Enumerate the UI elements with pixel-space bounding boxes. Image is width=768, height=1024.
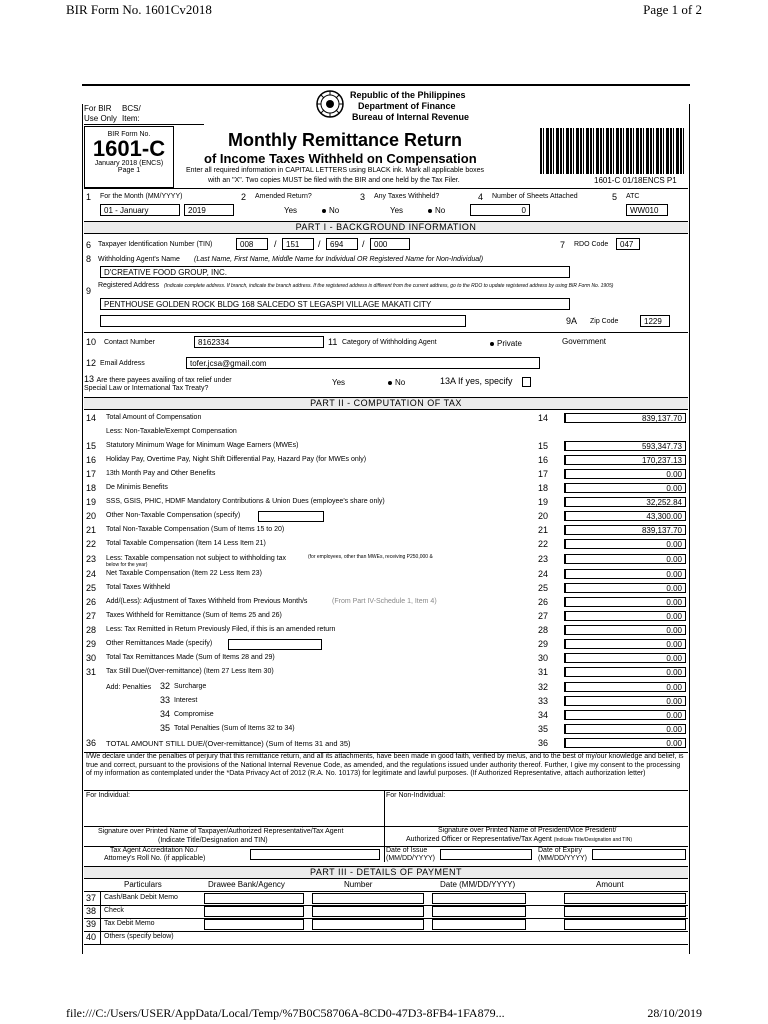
- category-private-label: Private: [497, 339, 522, 348]
- item-number-right: 33: [538, 696, 549, 706]
- item-7-label: RDO Code: [574, 241, 609, 248]
- item-number: 23: [86, 554, 97, 564]
- item-1-number: 1: [86, 192, 92, 202]
- row-divider: [84, 931, 688, 932]
- item-number-right: 35: [538, 724, 549, 734]
- item-3-label: Any Taxes Withheld?: [374, 193, 440, 200]
- print-header-page: Page 1 of 2: [643, 2, 702, 17]
- amount-field[interactable]: 0.00: [564, 738, 686, 748]
- payment-cell[interactable]: [564, 893, 686, 904]
- sig-individual-line-2: (Indicate Title/Designation and TIN): [158, 837, 268, 844]
- taxes-withheld-yes[interactable]: [390, 206, 403, 215]
- item-11-label: Category of Withholding Agent: [342, 339, 437, 346]
- payment-row-label: Cash/Bank Debit Memo: [104, 894, 178, 901]
- item-number: 30: [86, 653, 97, 663]
- specify-checkbox[interactable]: [522, 377, 531, 387]
- payment-cell[interactable]: [312, 919, 424, 930]
- item-number-right: 24: [538, 569, 549, 579]
- part-2-header: PART II - COMPUTATION OF TAX: [84, 397, 688, 410]
- item-8-label: Withholding Agent's Name: [98, 256, 180, 263]
- tax-agent-line-2: Attorney's Roll No. (if applicable): [104, 855, 206, 862]
- item-number: 19: [86, 497, 97, 507]
- category-government-label: Government: [562, 337, 607, 346]
- agent-name-field[interactable]: D'CREATIVE FOOD GROUP, INC.: [100, 266, 570, 278]
- item-number-right: 27: [538, 611, 549, 621]
- sig-individual-line-1: Signature over Printed Name of Taxpayer/Authorized Representative/Tax Agent: [98, 828, 344, 835]
- item-label: 13th Month Pay and Other Benefits: [106, 470, 216, 477]
- form-title: Monthly Remittance Return: [228, 130, 463, 150]
- email-field[interactable]: tofer.jcsa@gmail.com: [186, 357, 540, 369]
- item-label: Less: Non-Taxable/Exempt Compensation: [106, 428, 237, 435]
- amount-field[interactable]: 43,300.00: [564, 511, 686, 521]
- payment-col-particulars: Particulars: [124, 880, 162, 889]
- bir-seal-icon: [316, 90, 344, 118]
- payment-row-label: Tax Debit Memo: [104, 920, 155, 927]
- item-number: 28: [86, 625, 97, 635]
- taxes-withheld-yes-label: Yes: [390, 206, 404, 215]
- item-label: Taxes Withheld for Remittance (Sum of Items 25 and 26): [106, 612, 282, 619]
- tax-agent-line-1: Tax Agent Accreditation No./: [110, 847, 198, 854]
- item-10-number: 10: [86, 337, 97, 347]
- payment-col-bank: Drawee Bank/Agency: [208, 880, 285, 889]
- amount-field[interactable]: 170,237.13: [564, 455, 686, 465]
- selected-radio-icon: [428, 209, 432, 213]
- sig-non-3-text: (Indicate Title/Designation and TIN): [553, 837, 633, 843]
- payment-cell[interactable]: [204, 919, 304, 930]
- amount-field[interactable]: 0.00: [564, 653, 686, 663]
- item-number-right: 36: [538, 738, 549, 748]
- item-number-right: 18: [538, 483, 549, 493]
- amount-field[interactable]: 32,252.84: [564, 497, 686, 507]
- agency-line-3: Bureau of Internal Revenue: [352, 112, 470, 122]
- print-header-title: BIR Form No. 1601Cv2018: [66, 2, 212, 17]
- item-number: 36: [86, 738, 97, 748]
- barcode-caption: 1601-C 01/18ENCS P1: [594, 176, 677, 185]
- item-4-label: Number of Sheets Attached: [492, 193, 578, 200]
- item-label: Total Non-Taxable Compensation (Sum of Items 15 to 20): [106, 526, 285, 533]
- item-label: Total Tax Remittances Made (Sum of Items 28 and 29): [106, 654, 275, 661]
- item-number-right: 22: [538, 539, 549, 549]
- item-number-right: 32: [538, 682, 549, 692]
- item-number: 26: [86, 597, 97, 607]
- item-number-right: 19: [538, 497, 549, 507]
- item-number: 20: [86, 511, 97, 521]
- item-label: Net Taxable Compensation (Item 22 Less Item 23): [106, 570, 262, 577]
- item-number-right: 30: [538, 653, 549, 663]
- item-number-right: 29: [538, 639, 549, 649]
- for-bir-label: For BIR: [84, 104, 112, 113]
- agency-line-1: Republic of the Philippines: [350, 90, 466, 100]
- amount-field[interactable]: 0.00: [564, 597, 686, 607]
- amount-field[interactable]: 0.00: [564, 682, 686, 692]
- declaration-text: I/We declare under the penalties of perjury that this remittance return, and all its attachments, have been made in good faith, verified by me/us, and to the best of my/our knowledge and belief, is true and correct, pursuant to the provisions of the National Internal Revenue Code, as amended, and the regulations issued under authority thereof. Further, I give my consent to the processing of my information as contemplated under the *Data Privacy Act of 2012 (R.A. No. 10173) for legitimate and lawful purposes. (If Authorized Representative, attach authorization letter): [86, 753, 684, 777]
- tin-part-3[interactable]: 694: [326, 238, 358, 250]
- item-label: Total Penalties (Sum of Items 32 to 34): [174, 725, 295, 732]
- item-number: 17: [86, 469, 97, 479]
- item-number-right: 26: [538, 597, 549, 607]
- item-2-label: Amended Return?: [255, 193, 312, 200]
- tax-agent-field[interactable]: [250, 849, 380, 860]
- item-label: Surcharge: [174, 683, 207, 690]
- item-number: 35: [160, 723, 171, 733]
- item-label: De Minimis Benefits: [106, 484, 168, 491]
- amount-field[interactable]: 0.00: [564, 539, 686, 549]
- payment-cell[interactable]: [312, 906, 424, 917]
- payment-row-number: 37: [86, 893, 97, 903]
- item-label: Total Taxable Compensation (Item 14 Less Item 21): [106, 540, 266, 547]
- amended-no-label: No: [329, 206, 340, 215]
- form-no-box: [84, 126, 174, 188]
- payment-cell[interactable]: [204, 893, 304, 904]
- payment-col-date: Date (MM/DD/YYYY): [440, 880, 516, 889]
- item-number-right: 31: [538, 667, 549, 677]
- item-9-number: 9: [86, 286, 92, 296]
- item-number: 15: [86, 441, 97, 451]
- agency-line-2: Department of Finance: [358, 101, 456, 111]
- item-label: Other Non-Taxable Compensation (specify): [106, 512, 241, 519]
- tax-relief-no[interactable]: [388, 378, 405, 387]
- item-label: Compromise: [174, 711, 214, 718]
- item-label: Other Remittances Made (specify): [106, 640, 213, 647]
- item-8-hint: (Last Name, First Name, Middle Name for Individual OR Registered Name for Non-Individual): [194, 256, 484, 263]
- for-non-individual-label: For Non-Individual:: [386, 792, 446, 799]
- amount-field[interactable]: 0.00: [564, 554, 686, 564]
- amount-field[interactable]: 0.00: [564, 625, 686, 635]
- item-number-right: 20: [538, 511, 549, 521]
- item-number: 16: [86, 455, 97, 465]
- form-subtitle: of Income Taxes Withheld on Compensation: [204, 151, 477, 166]
- tin-part-2[interactable]: 151: [282, 238, 314, 250]
- date-issue-field[interactable]: [440, 849, 532, 860]
- item-number-right: 28: [538, 625, 549, 635]
- item-3-number: 3: [360, 192, 366, 202]
- payment-cell[interactable]: [312, 893, 424, 904]
- item-5-number: 5: [612, 192, 618, 202]
- category-private[interactable]: [490, 339, 522, 348]
- payment-col-amount: Amount: [596, 880, 624, 889]
- amended-yes[interactable]: [284, 206, 297, 215]
- item-number: 27: [86, 611, 97, 621]
- tin-part-4[interactable]: 000: [370, 238, 410, 250]
- item-number: 25: [86, 583, 97, 593]
- form-no-label: BIR Form No.: [107, 131, 151, 138]
- amount-field[interactable]: 839,137.70: [564, 525, 686, 535]
- item-label: Tax Still Due/(Over-remittance) (Item 27 Less Item 30): [106, 668, 274, 675]
- item-2-number: 2: [241, 192, 247, 202]
- item-number: 24: [86, 569, 97, 579]
- amended-yes-label: Yes: [284, 206, 298, 215]
- part-3-header: PART III - DETAILS OF PAYMENT: [84, 866, 688, 879]
- item-number-right: 34: [538, 710, 549, 720]
- row-divider: [84, 944, 688, 945]
- payment-row-number: 38: [86, 906, 97, 916]
- item-number: 21: [86, 525, 97, 535]
- use-only-label: Use Only: [84, 114, 117, 123]
- item-9a-label: Zip Code: [590, 318, 619, 325]
- tin-separator: /: [362, 239, 365, 249]
- item-23-hint-1: (for employees, other than MWEs, receiving P250,000 &: [308, 554, 433, 560]
- selected-radio-icon: [322, 209, 326, 213]
- amount-field[interactable]: 0.00: [564, 483, 686, 493]
- item-11-number: 11: [328, 337, 338, 347]
- taxes-withheld-no[interactable]: [428, 206, 445, 215]
- item-26-hint: (From Part IV-Schedule 1, Item 4): [332, 598, 437, 605]
- item-6-number: 6: [86, 240, 92, 250]
- item-1-label: For the Month (MM/YYYY): [100, 193, 183, 200]
- item-13-number: [84, 374, 232, 384]
- item-4-number: 4: [478, 192, 484, 202]
- item-9-label: Registered Address: [98, 282, 160, 289]
- selected-radio-icon: [388, 381, 392, 385]
- amount-field[interactable]: 839,137.70: [564, 413, 686, 423]
- item-number: 14: [86, 413, 97, 423]
- item-number: 29: [86, 639, 97, 649]
- print-footer-path: file:///C:/Users/USER/AppData/Local/Temp/%7B0C58706A-8CD0-47D3-8FB4-1FA879...: [66, 1006, 505, 1020]
- tin-separator: /: [274, 239, 277, 249]
- amount-field[interactable]: 0.00: [564, 611, 686, 621]
- item-5-label: ATC: [626, 193, 640, 200]
- item-13-label-2: Special Law or International Tax Treaty?: [84, 385, 209, 392]
- item-label: Less: Taxable compensation not subject to withholding tax: [106, 555, 287, 562]
- item-label: Total Taxes Withheld: [106, 584, 171, 591]
- tax-relief-no-label: No: [395, 378, 406, 387]
- taxes-withheld-no-label: No: [435, 206, 446, 215]
- payment-cell[interactable]: [564, 919, 686, 930]
- category-government[interactable]: [562, 337, 606, 346]
- payment-cell[interactable]: [432, 919, 526, 930]
- add-penalties-label: Add: Penalties: [106, 684, 152, 691]
- item-number: 32: [160, 681, 171, 691]
- item-13-label-1: Are there payees availing of tax relief under: [96, 377, 232, 384]
- date-expiry-field[interactable]: [592, 849, 686, 860]
- item-number: 18: [86, 483, 97, 493]
- item-9a-number: 9A: [566, 316, 578, 326]
- amount-field[interactable]: 0.00: [564, 569, 686, 579]
- form-version: January 2018 (ENCS): [94, 160, 164, 167]
- sig-non-2-text: Authorized Officer or Representative/Tax Agent: [406, 836, 552, 843]
- item-9-hint: (Indicate complete address. If branch, indicate the branch address. If the registered address is different from the current address, go to the RDO to update registered address by using BIR Form No. 1905): [164, 283, 614, 289]
- payment-row-label: Check: [104, 907, 124, 914]
- amount-field[interactable]: 0.00: [564, 639, 686, 649]
- amount-field[interactable]: 0.00: [564, 667, 686, 677]
- sheets-attached-field[interactable]: 0: [470, 204, 530, 216]
- amount-field[interactable]: 0.00: [564, 696, 686, 706]
- barcode: [540, 128, 686, 174]
- amount-field[interactable]: 0.00: [564, 583, 686, 593]
- item-label: Total Amount of Compensation: [106, 414, 202, 421]
- item-label: Less: Tax Remitted in Return Previously Filed, if this is an amended return: [106, 626, 336, 633]
- form-page: Page 1: [117, 167, 141, 174]
- item-23-hint-2: below for the year): [106, 562, 148, 568]
- item-8-number: 8: [86, 254, 92, 264]
- payment-cell[interactable]: [432, 893, 526, 904]
- item-number: 33: [160, 695, 171, 705]
- item-number: 31: [86, 667, 97, 677]
- item-label: Interest: [174, 697, 198, 704]
- date-issue-line-2: (MM/DD/YYYY): [386, 855, 435, 862]
- item-29-specify-field[interactable]: [228, 639, 322, 650]
- instruction-line-2: with an "X". Two copies MUST be filed with the BIR and one held by the Tax Filer.: [208, 177, 460, 184]
- payment-cell[interactable]: [204, 906, 304, 917]
- item-label: Add/(Less): Adjustment of Taxes Withheld from Previous Month/s: [106, 598, 308, 605]
- item-number-right: 16: [538, 455, 549, 465]
- item-label: SSS, GSIS, PHIC, HDMF Mandatory Contributions & Union Dues (employee's share only): [106, 498, 385, 505]
- item-12-number: 12: [86, 358, 97, 368]
- item-10-label: Contact Number: [104, 339, 155, 346]
- payment-row-label: Others (specify below): [104, 933, 174, 940]
- registered-address-field[interactable]: PENTHOUSE GOLDEN ROCK BLDG 168 SALCEDO ST LEGASPI VILLAGE MAKATI CITY: [100, 298, 570, 310]
- item-label: Item:: [122, 114, 140, 123]
- item-20-specify-field[interactable]: [258, 511, 324, 522]
- item-6-label: Taxpayer Identification Number (TIN): [98, 241, 213, 248]
- item-7-number: 7: [560, 240, 566, 250]
- atc-field[interactable]: WW010: [626, 204, 668, 216]
- for-individual-label: For Individual:: [86, 792, 130, 799]
- year-field[interactable]: 2019: [184, 204, 234, 216]
- column-divider: [100, 892, 101, 944]
- sig-non-individual-line-1: Signature over Printed Name of President/Vice President/: [438, 827, 617, 834]
- date-expiry-line-2: (MM/DD/YYYY): [538, 855, 587, 862]
- amount-field[interactable]: 0.00: [564, 469, 686, 479]
- item-label: Statutory Minimum Wage for Minimum Wage Earners (MWEs): [106, 442, 299, 449]
- item-12-label: Email Address: [100, 360, 145, 367]
- month-field[interactable]: 01 - January: [100, 204, 180, 216]
- amount-field[interactable]: 0.00: [564, 710, 686, 720]
- amended-no[interactable]: [322, 206, 339, 215]
- rdo-code-field[interactable]: 047: [616, 238, 640, 250]
- instruction-line-1: Enter all required information in CAPITAL LETTERS using BLACK ink. Mark all applicable boxes: [186, 167, 485, 174]
- registered-address-line-2[interactable]: [100, 315, 466, 327]
- selected-radio-icon: [490, 342, 494, 346]
- bcs-label: BCS/: [122, 104, 141, 113]
- amount-field[interactable]: 593,347.73: [564, 441, 686, 451]
- sig-non-individual-line-2: [406, 836, 632, 843]
- item-number-right: 15: [538, 441, 549, 451]
- payment-cell[interactable]: [432, 906, 526, 917]
- item-number-right: 14: [538, 413, 549, 423]
- payment-col-number: Number: [344, 880, 373, 889]
- zip-code-field[interactable]: 1229: [640, 315, 670, 327]
- item-number: 34: [160, 709, 171, 719]
- date-issue-line-1: Date of Issue: [386, 847, 428, 854]
- item-number-right: 17: [538, 469, 549, 479]
- date-expiry-line-1: Date of Expiry: [538, 847, 582, 854]
- payment-header-row: [84, 880, 688, 890]
- tin-separator: /: [318, 239, 321, 249]
- print-footer-date: 28/10/2019: [647, 1006, 702, 1020]
- tax-relief-yes[interactable]: [332, 378, 345, 387]
- payment-row-number: 40: [86, 932, 97, 942]
- tin-part-1[interactable]: 008: [236, 238, 268, 250]
- item-13a-label: 13A If yes, specify: [440, 376, 513, 386]
- tax-relief-yes-label: Yes: [332, 378, 346, 387]
- part-1-header: PART I - BACKGROUND INFORMATION: [84, 221, 688, 234]
- form-number: 1601-C: [92, 136, 166, 161]
- payment-row-number: 39: [86, 919, 97, 929]
- item-number: 22: [86, 539, 97, 549]
- item-13-num-text: 13: [84, 374, 95, 384]
- payment-cell[interactable]: [564, 906, 686, 917]
- item-number-right: 21: [538, 525, 549, 535]
- contact-number-field[interactable]: 8162334: [194, 336, 324, 348]
- item-number-right: 25: [538, 583, 549, 593]
- item-label: TOTAL AMOUNT STILL DUE/(Over-remittance) (Sum of Items 31 and 35): [106, 739, 351, 748]
- item-label: Holiday Pay, Overtime Pay, Night Shift Differential Pay, Hazard Pay (for MWEs only): [106, 456, 367, 463]
- item-number-right: 23: [538, 554, 549, 564]
- amount-field[interactable]: 0.00: [564, 724, 686, 734]
